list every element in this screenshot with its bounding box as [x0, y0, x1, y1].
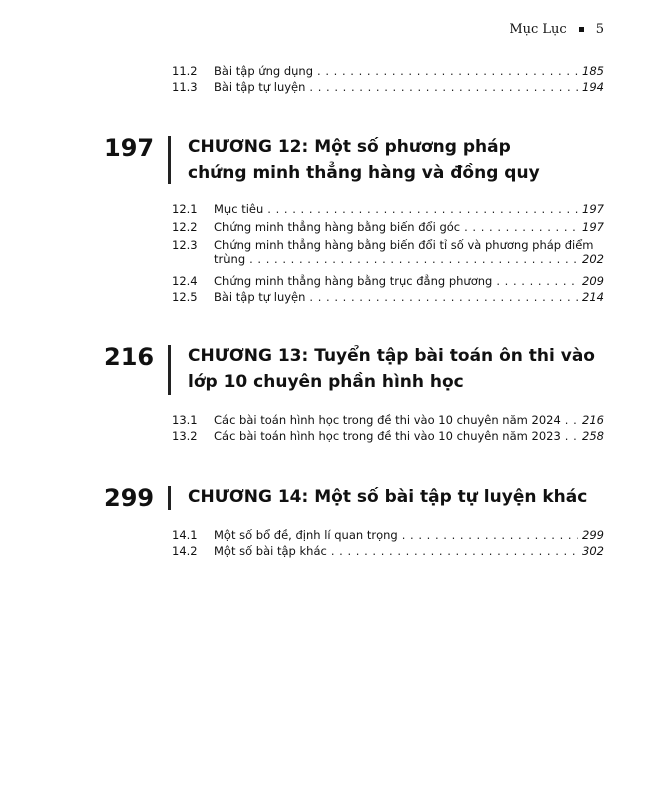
chapter-divider-bar [168, 345, 171, 395]
leader-dots [267, 202, 578, 216]
entry-number: 12.1 [172, 202, 198, 216]
header-page-number: 5 [595, 22, 604, 37]
running-header [509, 22, 604, 37]
leader-dots [402, 528, 578, 542]
leader-dots [464, 220, 578, 234]
leader-dots [565, 429, 578, 443]
chapter-title-line1: CHƯƠNG 14: Một số bài tập tự luyện khác [188, 487, 588, 507]
chapter-start-page: 197 [104, 134, 155, 162]
entry-number: 11.2 [172, 64, 198, 78]
entry-title: Chứng minh thẳng hàng bằng trục đẳng phương [214, 274, 493, 288]
leader-dots [317, 64, 578, 78]
entry-number: 12.5 [172, 290, 198, 304]
leader-dots [249, 252, 578, 266]
entry-page: 194 [582, 80, 604, 94]
entry-number: 11.3 [172, 80, 198, 94]
entry-number: 13.1 [172, 413, 198, 427]
entry-title: Các bài toán hình học trong đề thi vào 10 chuyên năm 2023 [214, 429, 561, 443]
leader-dots [565, 413, 578, 427]
entry-title: Mục tiêu [214, 202, 264, 216]
chapter-start-page: 216 [104, 343, 155, 371]
chapter-start-page: 299 [104, 484, 155, 512]
entry-page: 302 [582, 544, 604, 558]
chapter-divider-bar [168, 486, 171, 510]
entry-title: Một số bổ đề, định lí quan trọng [214, 528, 398, 542]
entry-page: 216 [582, 413, 604, 427]
entry-page: 202 [582, 252, 604, 266]
leader-dots [309, 80, 578, 94]
square-bullet-icon [579, 27, 584, 32]
entry-page: 197 [582, 202, 604, 216]
entry-page: 299 [582, 528, 604, 542]
entry-number: 14.1 [172, 528, 198, 542]
chapter-divider-bar [168, 136, 171, 184]
leader-dots [496, 274, 578, 288]
entry-title-line1: Chứng minh thẳng hàng bằng biến đổi tỉ số và phương pháp điểm [214, 238, 594, 252]
chapter-title-line1: CHƯƠNG 12: Một số phương pháp [188, 137, 511, 157]
chapter-title-line2: chứng minh thẳng hàng và đồng quy [188, 163, 540, 183]
entry-page: 258 [582, 429, 604, 443]
entry-page: 214 [582, 290, 604, 304]
entry-title: Các bài toán hình học trong đề thi vào 10 chuyên năm 2024 [214, 413, 561, 427]
entry-title: Chứng minh thẳng hàng bằng biến đổi góc [214, 220, 461, 234]
entry-page: 185 [582, 64, 604, 78]
entry-number: 13.2 [172, 429, 198, 443]
chapter-title-line1: CHƯƠNG 13: Tuyển tập bài toán ôn thi vào [188, 346, 595, 366]
toc-entry[interactable] [172, 238, 604, 268]
entry-title: Bài tập tự luyện [214, 290, 306, 304]
entry-page: 197 [582, 220, 604, 234]
leader-dots [331, 544, 578, 558]
entry-number: 14.2 [172, 544, 198, 558]
entry-title: Một số bài tập khác [214, 544, 327, 558]
entry-page: 209 [582, 274, 604, 288]
header-title: Mục Lục [509, 22, 567, 37]
entry-title: trùng [214, 252, 246, 266]
entry-number: 12.2 [172, 220, 198, 234]
entry-number: 12.3 [172, 238, 198, 252]
entry-title: Bài tập ứng dụng [214, 64, 314, 78]
entry-number: 12.4 [172, 274, 198, 288]
leader-dots [309, 290, 578, 304]
chapter-title-line2: lớp 10 chuyên phần hình học [188, 372, 464, 392]
entry-title: Bài tập tự luyện [214, 80, 306, 94]
